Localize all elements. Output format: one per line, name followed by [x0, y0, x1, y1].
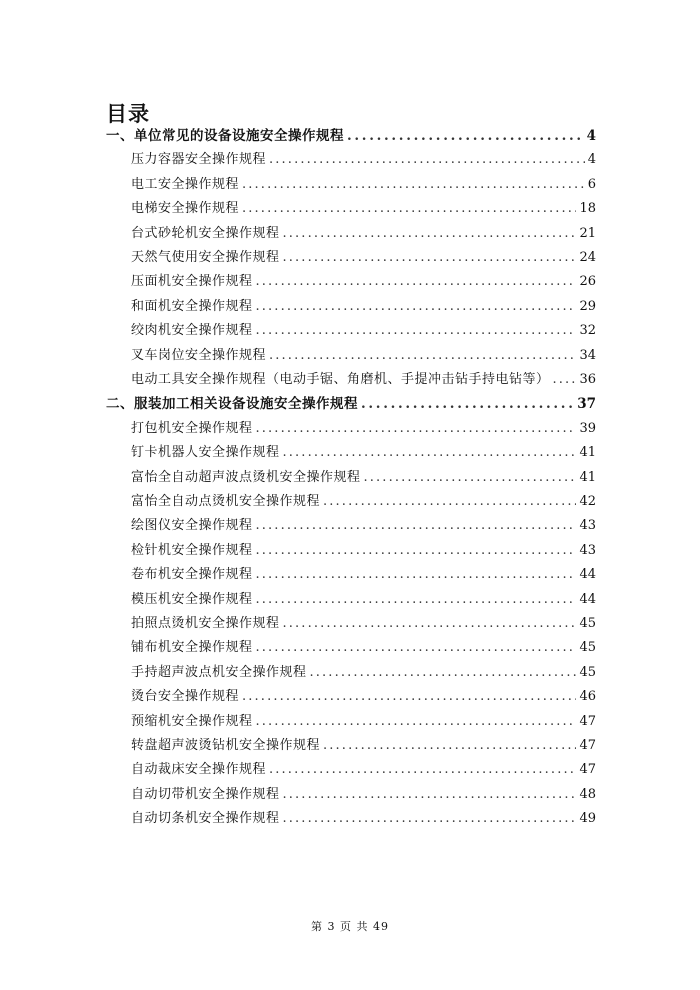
toc-entry-page-number: 43 [579, 542, 596, 558]
toc-entry[interactable] [131, 417, 596, 441]
toc-entry[interactable] [131, 661, 596, 685]
toc-entry-label: 自动裁床安全操作规程 [131, 762, 267, 778]
toc-entry[interactable] [131, 246, 596, 270]
toc-entry-page-number: 46 [579, 689, 596, 705]
toc-entry-label: 打包机安全操作规程 [131, 420, 253, 436]
toc-entry[interactable] [131, 807, 596, 831]
dot-leader [310, 661, 577, 685]
dot-leader [256, 417, 577, 441]
dot-leader [283, 783, 577, 807]
page-title: 目录 [106, 102, 150, 126]
toc-entry-page-number: 47 [579, 713, 596, 729]
toc-entry-page-number: 4 [586, 128, 596, 144]
toc-entry-label: 电动工具安全操作规程（电动手锯、角磨机、手提冲击钻手持电钻等） [131, 372, 550, 387]
toc-entry[interactable] [131, 783, 596, 807]
toc-entry-page-number: 32 [579, 323, 596, 339]
toc-entry[interactable] [131, 148, 596, 172]
toc-entry[interactable] [131, 636, 596, 660]
toc-entry-page-number: 26 [579, 274, 596, 290]
toc-entry-page-number: 49 [579, 811, 596, 827]
toc-entry-page-number: 44 [579, 591, 596, 607]
toc-entry-label: 压面机安全操作规程 [131, 274, 253, 290]
dot-leader [242, 173, 585, 197]
toc-entry[interactable] [131, 588, 596, 612]
toc-entry-label: 自动切条机安全操作规程 [131, 811, 280, 827]
toc-entry-page-number: 29 [579, 298, 596, 314]
dot-leader [347, 124, 584, 148]
dot-leader [256, 270, 577, 294]
toc-section-entry[interactable] [106, 124, 596, 148]
toc-entry[interactable] [131, 344, 596, 368]
dot-leader [256, 514, 577, 538]
toc-entry-page-number: 45 [579, 664, 596, 680]
dot-leader [242, 685, 576, 709]
toc-entry[interactable] [131, 758, 596, 782]
dot-leader [242, 197, 576, 221]
toc-entry-page-number: 36 [579, 372, 596, 387]
toc-entry-page-number: 45 [579, 616, 596, 631]
dot-leader [283, 222, 577, 246]
dot-leader [256, 588, 577, 612]
toc-entry[interactable] [131, 539, 596, 563]
toc-entry-page-number: 42 [579, 494, 596, 509]
toc-entry-label: 手持超声波点机安全操作规程 [131, 664, 307, 680]
toc-entry-label: 台式砂轮机安全操作规程 [131, 225, 280, 241]
toc-entry-page-number: 39 [579, 420, 596, 436]
toc-entry-page-number: 4 [587, 152, 596, 168]
dot-leader [283, 612, 577, 636]
toc-entry[interactable] [131, 441, 596, 465]
toc-entry-label: 绘图仪安全操作规程 [131, 518, 253, 534]
dot-leader [364, 466, 577, 490]
toc-entry-page-number: 44 [579, 567, 596, 583]
dot-leader [256, 319, 577, 343]
dot-leader [256, 295, 577, 319]
toc-entry[interactable] [131, 319, 596, 343]
toc-entry-label: 压力容器安全操作规程 [131, 152, 267, 168]
dot-leader [553, 368, 577, 392]
dot-leader [256, 563, 577, 587]
toc-entry[interactable] [131, 466, 596, 490]
toc-entry-page-number: 41 [579, 445, 596, 461]
toc-entry-page-number: 34 [579, 347, 596, 363]
toc-entry-page-number: 45 [579, 640, 596, 656]
toc-entry-label: 检针机安全操作规程 [131, 542, 253, 558]
toc-entry-label: 天然气使用安全操作规程 [131, 250, 280, 265]
dot-leader [323, 734, 576, 758]
dot-leader [256, 539, 577, 563]
toc-entry-label: 卷布机安全操作规程 [131, 567, 253, 583]
toc-entry-label: 二、服装加工相关设备设施安全操作规程 [106, 396, 358, 413]
toc-entry-label: 叉车岗位安全操作规程 [131, 347, 267, 363]
toc-entry-label: 拍照点烫机安全操作规程 [131, 616, 280, 631]
toc-entry[interactable] [131, 563, 596, 587]
toc-entry-page-number: 21 [579, 225, 596, 241]
toc-entry-page-number: 48 [579, 786, 596, 802]
toc-entry-page-number: 47 [579, 762, 596, 778]
toc-entry-page-number: 43 [579, 518, 596, 534]
toc-entry-label: 转盘超声波烫钻机安全操作规程 [131, 738, 321, 753]
dot-leader [269, 758, 576, 782]
toc-entry[interactable] [131, 368, 596, 392]
toc-entry[interactable] [131, 295, 596, 319]
dot-leader [269, 148, 585, 172]
toc-entry-page-number: 6 [587, 176, 596, 192]
dot-leader [283, 441, 577, 465]
dot-leader [269, 344, 576, 368]
dot-leader [283, 246, 577, 270]
dot-leader [283, 807, 577, 831]
dot-leader [323, 490, 576, 514]
toc-entry-page-number: 18 [579, 201, 596, 217]
toc-entry[interactable] [131, 270, 596, 294]
toc-entry-label: 预缩机安全操作规程 [131, 713, 253, 729]
toc-entry[interactable] [131, 514, 596, 538]
page-footer: 第 3 页 共 49 [311, 920, 389, 933]
toc-entry-label: 和面机安全操作规程 [131, 298, 253, 314]
toc-entry[interactable] [131, 734, 596, 758]
toc-entry[interactable] [131, 710, 596, 734]
toc-entry[interactable] [131, 173, 596, 197]
toc-section-entry[interactable] [106, 392, 596, 416]
toc-entry[interactable] [131, 197, 596, 221]
toc-entry-page-number: 24 [579, 250, 596, 265]
toc-entry[interactable] [131, 222, 596, 246]
toc-entry-label: 模压机安全操作规程 [131, 591, 253, 607]
toc-entry[interactable] [131, 490, 596, 514]
toc-entry-label: 电梯安全操作规程 [131, 201, 240, 217]
toc-entry-label: 富怡全自动点烫机安全操作规程 [131, 494, 321, 509]
toc-entry[interactable] [131, 685, 596, 709]
toc-entry-label: 电工安全操作规程 [131, 176, 240, 192]
toc-entry-label: 自动切带机安全操作规程 [131, 786, 280, 802]
toc-entry-page-number: 41 [579, 469, 596, 485]
dot-leader [256, 636, 577, 660]
dot-leader [256, 710, 577, 734]
toc-entry-label: 一、单位常见的设备设施安全操作规程 [106, 128, 344, 144]
toc-entry-page-number: 37 [577, 396, 596, 413]
toc-entry-label: 绞肉机安全操作规程 [131, 323, 253, 339]
dot-leader [361, 392, 574, 416]
toc-entry-label: 铺布机安全操作规程 [131, 640, 253, 656]
toc-entry-label: 富怡全自动超声波点烫机安全操作规程 [131, 469, 361, 485]
toc-entry-page-number: 47 [579, 738, 596, 753]
toc-entry-label: 钉卡机器人安全操作规程 [131, 445, 280, 461]
toc-entry[interactable] [131, 612, 596, 636]
toc-entry-label: 烫台安全操作规程 [131, 689, 240, 705]
